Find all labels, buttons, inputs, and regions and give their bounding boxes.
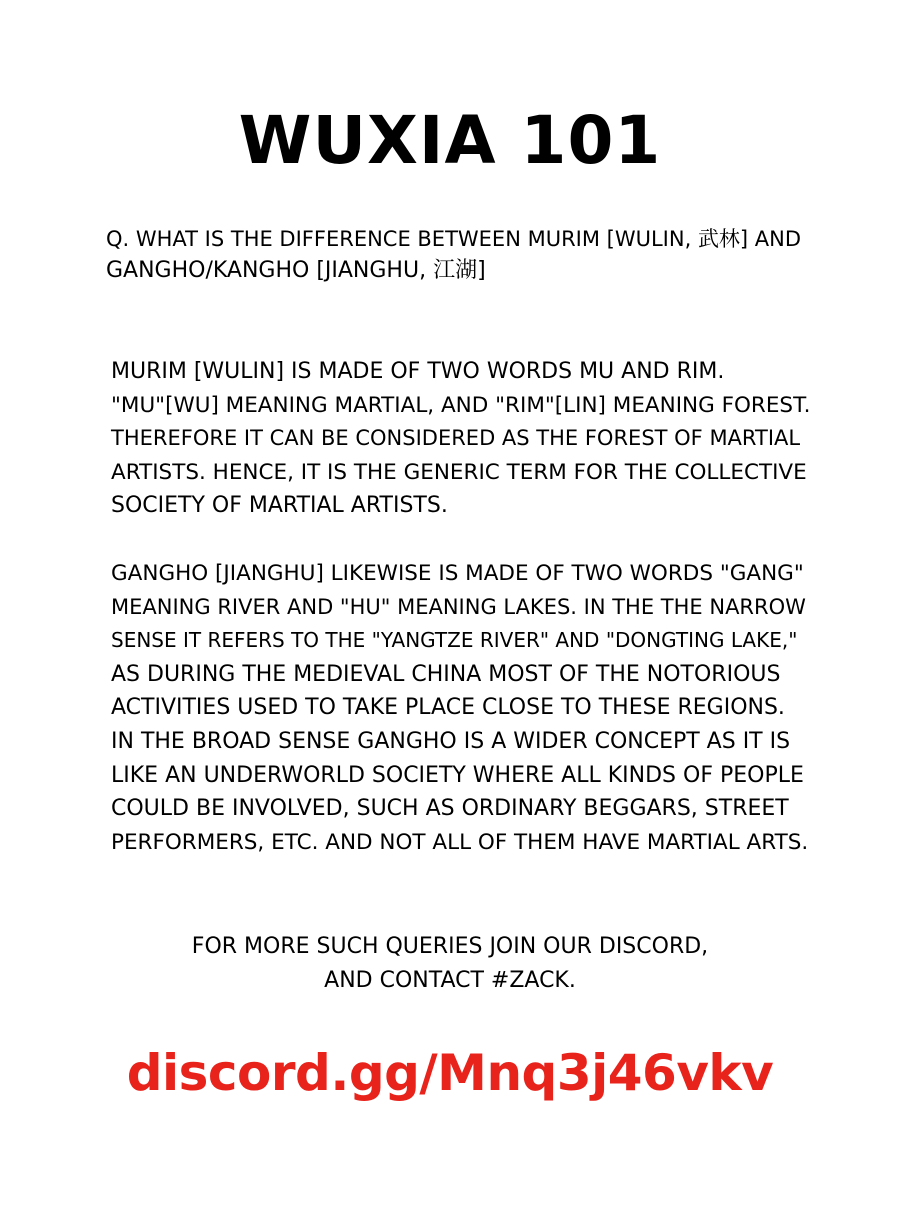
- discord-link[interactable]: discord.gg/Mnq3j46vkv: [126, 1044, 774, 1102]
- cta-line: FOR MORE SUCH QUERIES JOIN OUR DISCORD,: [191, 934, 709, 959]
- paragraph-line: ARTISTS. HENCE, IT IS THE GENERIC TERM FOR THE COLLECTIVE: [111, 459, 807, 485]
- question-line: GANGHO/KANGHO [JIANGHU, 江湖]: [106, 258, 486, 283]
- paragraph-line: PERFORMERS, ETC. AND NOT ALL OF THEM HAVE MARTIAL ARTS.: [111, 829, 809, 855]
- paragraph-line: LIKE AN UNDERWORLD SOCIETY WHERE ALL KINDS OF PEOPLE: [111, 762, 804, 788]
- paragraph-line: MURIM [WULIN] IS MADE OF TWO WORDS MU AND RIM.: [111, 359, 725, 384]
- paragraph-line: IN THE BROAD SENSE GANGHO IS A WIDER CONCEPT AS IT IS: [111, 728, 791, 754]
- paragraph-line: MEANING RIVER AND "HU" MEANING LAKES. IN THE THE NARROW: [111, 594, 806, 619]
- paragraph-line: ACTIVITIES USED TO TAKE PLACE CLOSE TO THESE REGIONS.: [111, 695, 785, 721]
- question-line: Q. WHAT IS THE DIFFERENCE BETWEEN MURIM [WULIN, 武林] AND: [106, 227, 802, 251]
- paragraph-line: SENSE IT REFERS TO THE "YANGTZE RIVER" AND "DONGTING LAKE,": [111, 628, 798, 653]
- paragraph-murim: [111, 355, 811, 523]
- call-to-action: [0, 930, 900, 998]
- paragraph-line: SOCIETY OF MARTIAL ARTISTS.: [111, 493, 448, 519]
- paragraph-line: AS DURING THE MEDIEVAL CHINA MOST OF THE NOTORIOUS: [111, 661, 781, 687]
- paragraph-gangho: [111, 557, 811, 859]
- paragraph-line: THEREFORE IT CAN BE CONSIDERED AS THE FOREST OF MARTIAL: [111, 426, 801, 451]
- cta-line: AND CONTACT #ZACK.: [324, 968, 576, 993]
- paragraph-line: "MU"[WU] MEANING MARTIAL, AND "RIM"[LIN] MEANING FOREST.: [111, 392, 811, 418]
- page-title: WUXIA 101: [238, 102, 662, 179]
- question-text: [106, 223, 806, 287]
- paragraph-line: GANGHO [JIANGHU] LIKEWISE IS MADE OF TWO WORDS "GANG": [111, 561, 804, 586]
- paragraph-line: COULD BE INVOLVED, SUCH AS ORDINARY BEGGARS, STREET: [111, 796, 789, 822]
